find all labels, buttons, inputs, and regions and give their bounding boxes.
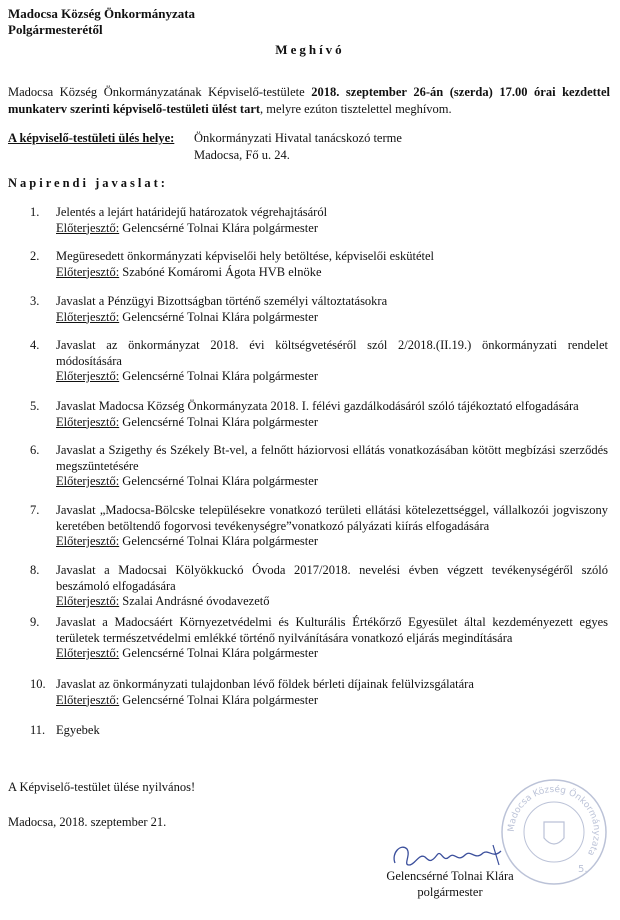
presenter-name: Gelencsérné Tolnai Klára polgármester [122,220,318,235]
presenter-name: Gelencsérné Tolnai Klára polgármester [122,646,318,660]
presenter-name: Gelencsérné Tolnai Klára polgármester [122,414,318,429]
presenter-label: Előterjesztő: [56,692,120,707]
agenda-item-presenter [56,646,608,662]
presenter-label: Előterjesztő: [56,534,120,548]
intro-text-start: Madocsa Község Önkormányzatának Képviselő-testülete [8,85,312,99]
seal-number: 5. [578,864,588,875]
presenter-label: Előterjesztő: [56,414,120,429]
presenter-label: Előterjesztő: [56,220,120,235]
presenter-name: Gelencsérné Tolnai Klára polgármester [122,309,318,324]
header-office: Polgármesterétől [8,22,103,37]
coat-of-arms-icon [544,822,564,844]
agenda-item-number: 10. [30,677,46,691]
agenda-item-presenter [56,474,608,490]
agenda-item-number: 2. [30,249,40,263]
agenda-item-number: 6. [30,443,40,457]
presenter-label: Előterjesztő: [56,369,120,383]
signatory-name: Gelencsérné Tolnai Klára [386,869,514,883]
agenda-item-presenter [56,369,608,385]
agenda-item-number: 9. [30,615,40,629]
seal-text: Madocsa Község Önkormányzata [506,784,602,858]
agenda-item-presenter [56,534,608,550]
venue-label: A képviselő-testületi ülés helye: [8,131,175,145]
date-line: Madocsa, 2018. szeptember 21. [8,815,167,829]
agenda-item-number: 1. [30,205,40,219]
agenda-item-presenter [56,594,608,610]
signature-block [380,868,520,900]
presenter-name: Gelencsérné Tolnai Klára polgármester [122,474,318,488]
agenda-item-presenter [56,310,608,326]
agenda-item-text: Javaslat a Szigethy és Székely Bt-vel, a felnőtt háziorvosi ellátás vonatkozásában kötött megbízási szerződés megszüntetésére [56,443,608,473]
presenter-label: Előterjesztő: [56,474,120,488]
agenda-item-number: 11. [30,723,46,737]
presenter-name: Szalai Andrásné óvodavezető [122,594,270,608]
agenda-item-number: 5. [30,399,40,413]
agenda-item-text: Javaslat a Pénzügyi Bizottságban történő személyi változtatásokra [56,294,388,308]
presenter-name: Gelencsérné Tolnai Klára polgármester [122,692,318,707]
public-meeting-note: A Képviselő-testület ülése nyilvános! [8,780,196,794]
agenda-item-text: Javaslat az önkormányzati tulajdonban lévő földek bérleti díjainak felülvizsgálatára [56,677,474,691]
intro-text-end: , melyre ezúton tisztelettel meghívom. [260,102,452,116]
agenda-item-text: Javaslat az önkormányzat 2018. évi költségvetéséről szól 2/2018.(II.19.) önkormányzati rendelet módosítására [56,338,608,368]
agenda-item-text: Javaslat Madocsa Község Önkormányzata 2018. I. félévi gazdálkodásáról szóló tájékoztató elfogadására [56,399,579,413]
agenda-item-presenter [56,221,608,237]
agenda-item-text: Megüresedett önkormányzati képviselői hely betöltése, képviselői eskütétel [56,249,435,263]
agenda-item-text: Javaslat a Madocsai Kölyökkuckó Óvoda 2017/2018. nevelési évben végzett tevékenységéről szóló beszámoló elfogadására [56,563,608,593]
intro-date: 2018. szeptember 26-án (szerda) 17.00 órai kezdettel munkaterv szerinti képviselő-testületi ülést tart [8,85,610,116]
presenter-label: Előterjesztő: [56,309,120,324]
presenter-name: Gelencsérné Tolnai Klára polgármester [122,534,318,548]
header-issuer: Madocsa Község Önkormányzata [8,6,196,21]
agenda-item-presenter [56,415,608,431]
agenda-heading: Napirendi javaslat: [8,176,168,190]
venue-line-2: Madocsa, Fő u. 24. [194,148,290,162]
agenda-item-number: 7. [30,503,40,517]
presenter-label: Előterjesztő: [56,594,120,608]
venue-block [8,130,402,164]
agenda-item-text: Egyebek [56,723,100,737]
agenda-item-presenter [56,265,608,281]
venue-line-1: Önkormányzati Hivatal tanácskozó terme [194,131,402,145]
signatory-role: polgármester [417,885,483,899]
agenda-item-number: 3. [30,294,40,308]
agenda-item-text: Javaslat „Madocsa-Bölcske településekre vonatkozó területi ellátási kötelezettséggel, vállalkozói jogviszony keretében betöltendő fogorvosi tevékenységre”vonatkozó pályázati kiírás elfogadására [56,503,608,533]
presenter-name: Gelencsérné Tolnai Klára polgármester [122,369,318,383]
presenter-label: Előterjesztő: [56,646,120,660]
agenda-item-text: Jelentés a lejárt határidejű határozatok végrehajtásáról [56,205,328,219]
document-title: Meghívó [275,42,345,57]
presenter-name: Szabóné Komáromi Ágota HVB elnöke [122,264,322,279]
presenter-label: Előterjesztő: [56,264,120,279]
agenda-item-text: Javaslat a Madocsáért Környezetvédelmi és Kulturális Értékőrző Egyesület által kezdeményezett egyes területek természetvédelmi emlékké történő nyilvánítására vonatkozó eljárás megindítására [56,615,608,645]
agenda-item-presenter [56,693,608,709]
agenda-item-number: 4. [30,338,40,352]
intro-paragraph [8,84,610,118]
agenda-item-number: 8. [30,563,40,577]
